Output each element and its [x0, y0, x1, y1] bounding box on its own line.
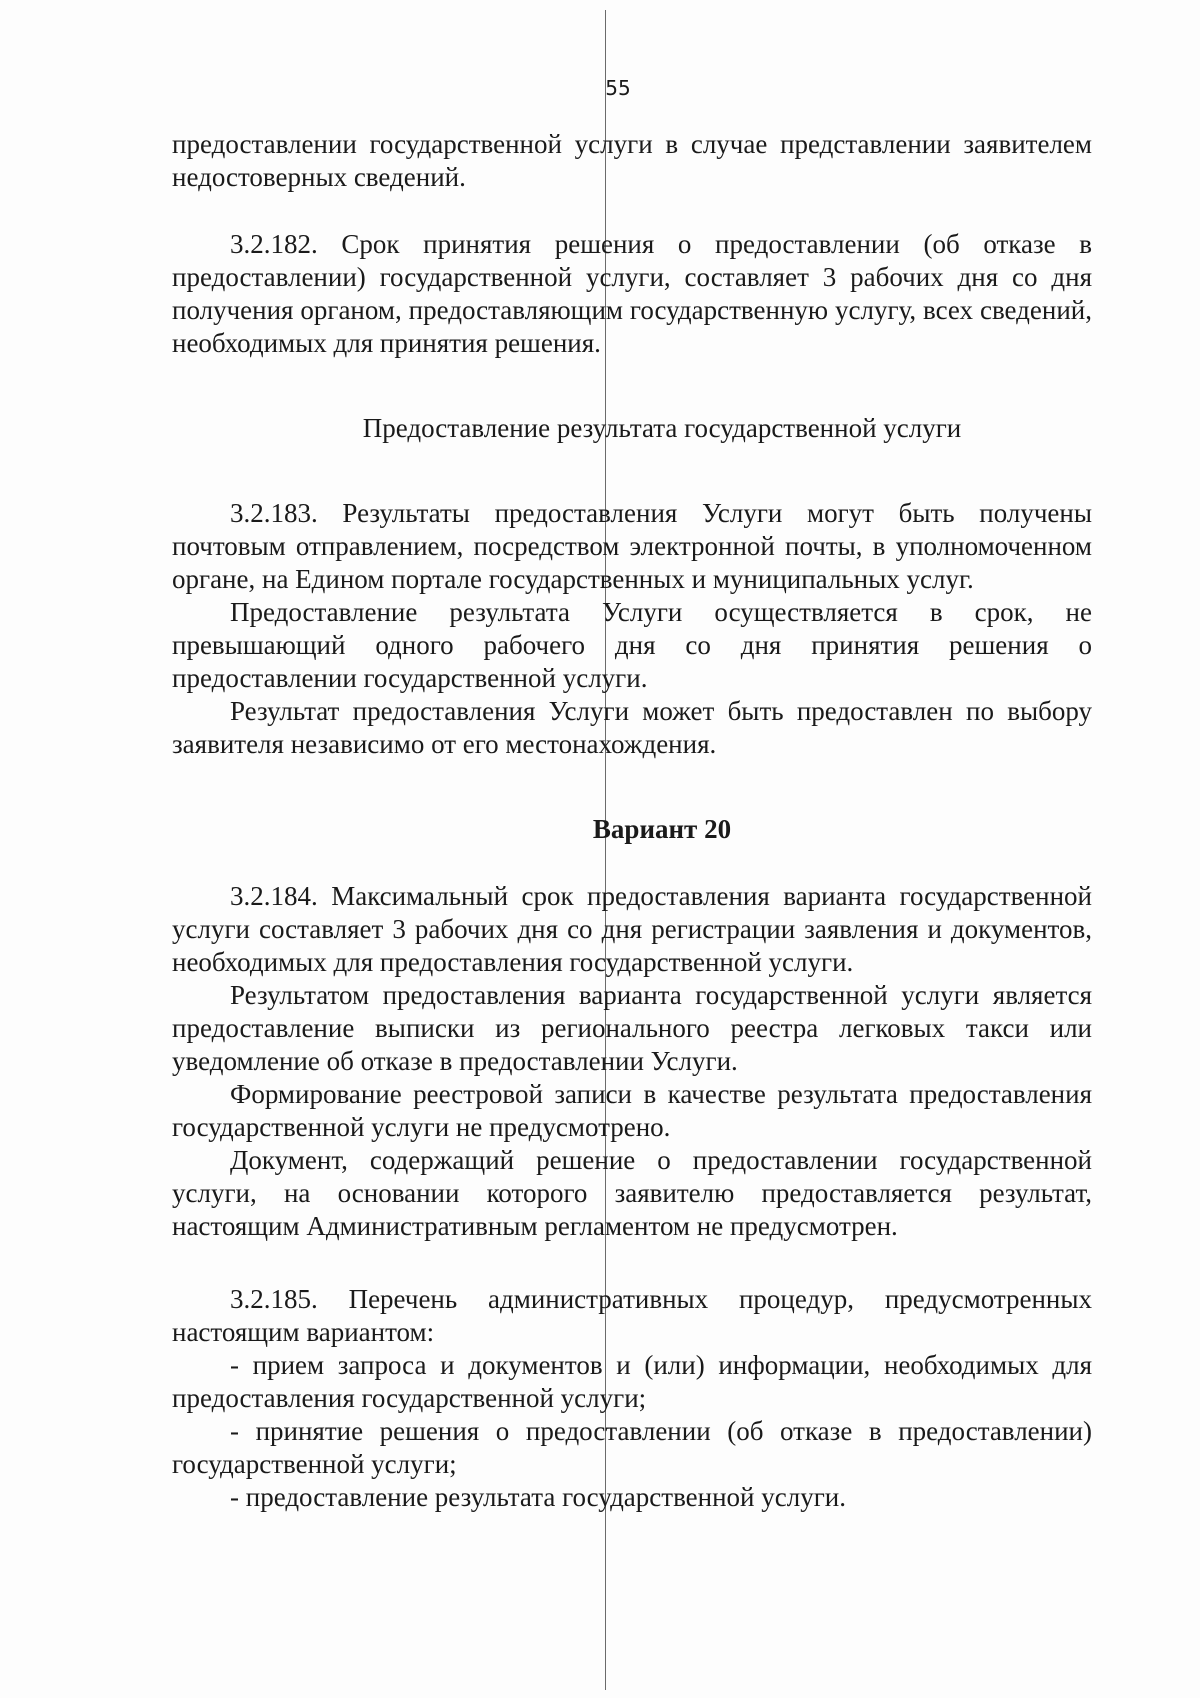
- paragraph-result-choice: Результат предоставления Услуги может быть предоставлен по выбору заявителя независимо от его местонахождения.: [172, 696, 1092, 759]
- paragraph-continuation: предоставлении государственной услуги в случае представлении заявителем недостоверных сведений.: [172, 129, 1092, 192]
- paragraph-3-2-185: 3.2.185. Перечень административных процедур, предусмотренных настоящим вариантом:: [172, 1284, 1092, 1347]
- paragraph-3-2-184: 3.2.184. Максимальный срок предоставления варианта государственной услуги составляет 3 рабочих дня со дня регистрации заявления и документов, необходимых для предоставления государственной услуги.: [172, 881, 1092, 977]
- paragraph-3-2-183: 3.2.183. Результаты предоставления Услуги могут быть получены почтовым отправлением, посредством электронной почты, в уполномоченном органе, на Едином портале государственных и муниципальных услуг.: [172, 498, 1092, 594]
- section-heading-result: Предоставление результата государственной услуги: [362, 413, 962, 443]
- list-item: - прием запроса и документов и (или) информации, необходимых для предоставления государственной услуги;: [172, 1350, 1092, 1413]
- paragraph-decision-document: Документ, содержащий решение о предоставлении государственной услуги, на основании которого заявителю предоставляется результат, настоящим Административным регламентом не предусмотрен.: [172, 1145, 1092, 1241]
- paragraph-result-term: Предоставление результата Услуги осуществляется в срок, не превышающий одного рабочего дня со дня принятия решения о предоставлении государственной услуги.: [172, 597, 1092, 693]
- document-body: [172, 128, 1092, 1514]
- list-item: - предоставление результата государственной услуги.: [230, 1482, 846, 1512]
- page-number: 55: [605, 76, 631, 100]
- paragraph-variant-result: Результатом предоставления варианта государственной услуги является предоставление выписки из регионального реестра легковых такси или уведомление об отказе в предоставлении Услуги.: [172, 980, 1092, 1076]
- variant-heading: Вариант 20: [592, 814, 732, 844]
- paragraph-registry-record: Формирование реестровой записи в качестве результата предоставления государственной услуги не предусмотрено.: [172, 1079, 1092, 1142]
- list-item: - принятие решения о предоставлении (об отказе в предоставлении) государственной услуги;: [172, 1416, 1092, 1479]
- paragraph-3-2-182: 3.2.182. Срок принятия решения о предоставлении (об отказе в предоставлении) государственной услуги, составляет 3 рабочих дня со дня получения органом, предоставляющим государственную услугу, всех сведений, необходимых для принятия решения.: [172, 229, 1092, 358]
